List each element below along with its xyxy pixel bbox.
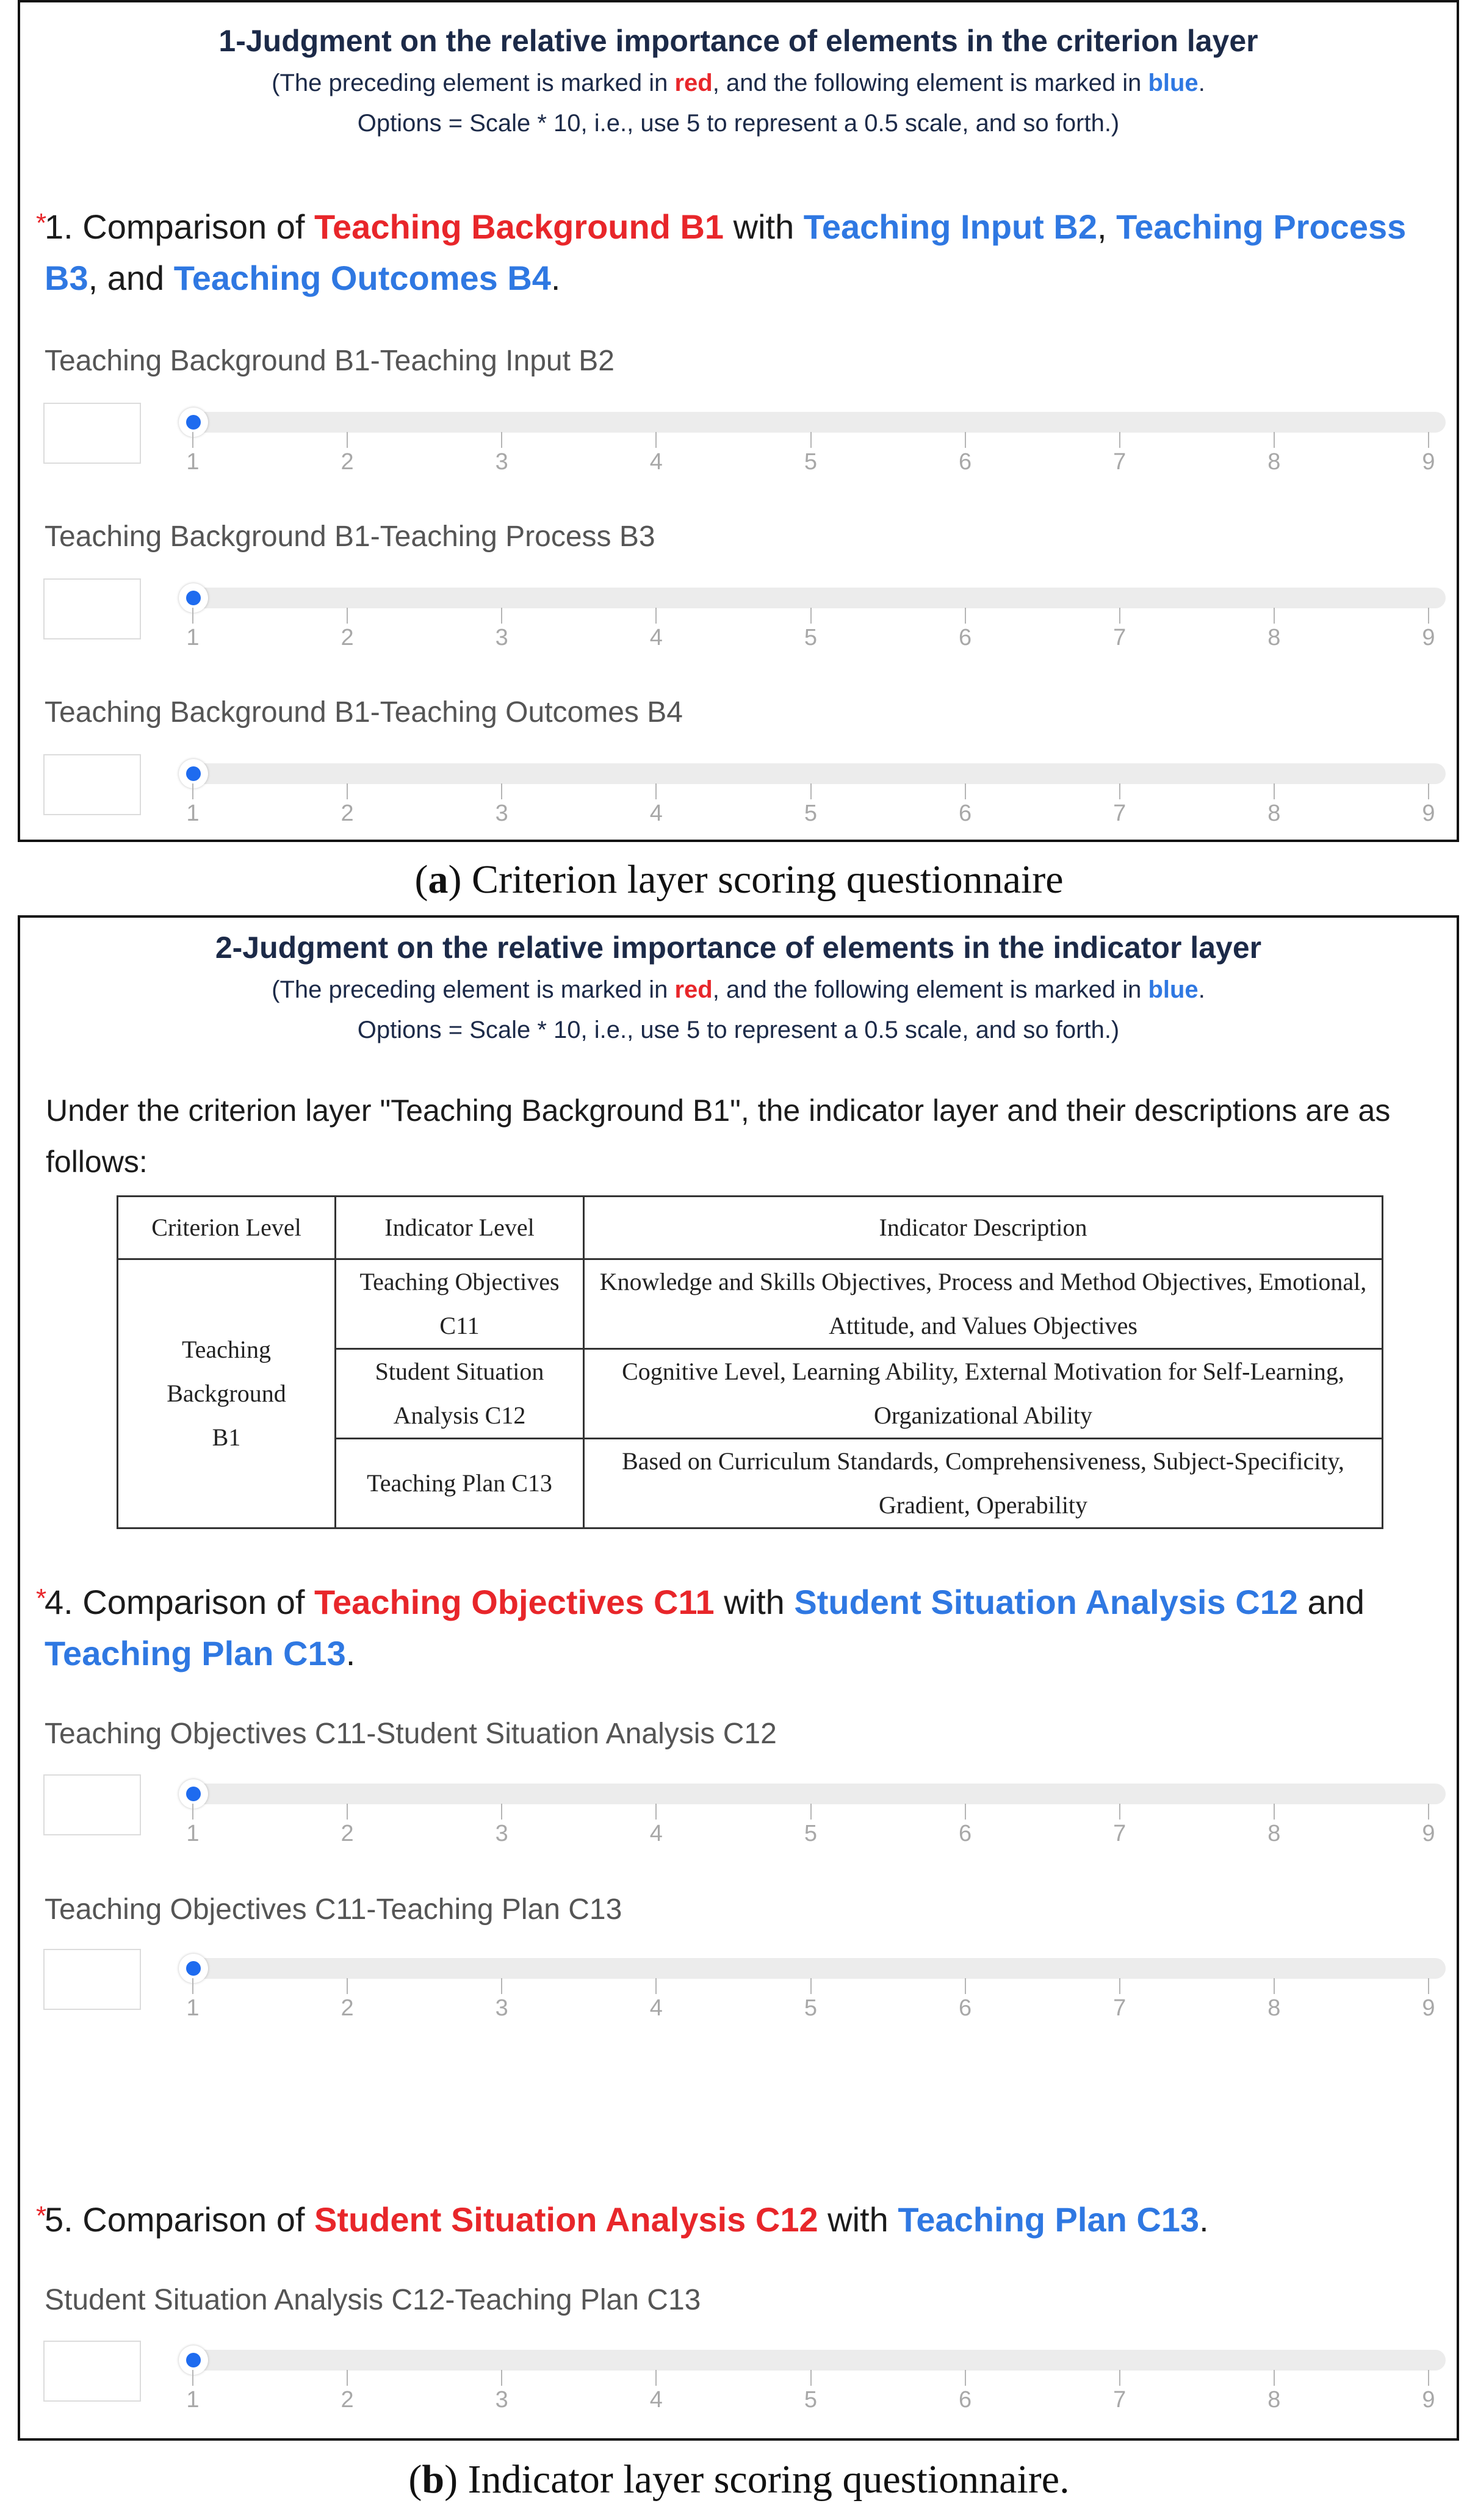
slider-tick: 9	[1410, 2370, 1447, 2413]
comparison-label: Student Situation Analysis C12-Teaching Plan C13	[45, 2284, 701, 2316]
slider-tick: 6	[947, 608, 984, 651]
slider-tick: 5	[793, 2370, 829, 2413]
section-note-line1: (The preceding element is marked in red, and the following element is marked in blue.	[272, 976, 1205, 1003]
slider-tick: 1	[175, 1978, 211, 2021]
slider-tick: 4	[638, 432, 674, 475]
indicator-layer-panel	[18, 915, 1459, 2441]
figure-caption-a: (a) Criterion layer scoring questionnaire	[414, 857, 1064, 902]
indicator-table	[117, 1195, 1383, 1529]
slider-tick: 8	[1256, 1978, 1292, 2021]
table-cell: Student Situation Analysis C12	[336, 1349, 584, 1439]
slider-tick: 7	[1101, 2370, 1138, 2413]
slider-tick: 1	[175, 432, 211, 475]
table-header: Indicator Level	[336, 1197, 584, 1259]
slider-tick: 7	[1101, 608, 1138, 651]
score-input[interactable]	[43, 2341, 141, 2402]
score-slider[interactable]	[179, 1958, 1446, 1979]
slider-scale	[186, 783, 1435, 832]
criterion-layer-panel	[18, 0, 1459, 842]
required-mark: *	[36, 2201, 47, 2231]
slider-tick: 3	[483, 783, 520, 827]
slider-tick: 3	[483, 1804, 520, 1847]
table-header: Indicator Description	[584, 1197, 1383, 1259]
comparison-label: Teaching Objectives C11-Teaching Plan C13	[45, 1893, 622, 1926]
slider-scale	[186, 432, 1435, 481]
table-cell: Based on Curriculum Standards, Comprehensiveness, Subject-Specificity, Gradient, Operability	[584, 1439, 1383, 1528]
figure-caption-b: (b) Indicator layer scoring questionnaire.	[408, 2457, 1070, 2502]
comparison-label: Teaching Objectives C11-Student Situation Analysis C12	[45, 1718, 777, 1750]
slider-tick: 2	[329, 783, 366, 827]
criterion-cell: Teaching Background B1	[118, 1259, 336, 1528]
slider-tick: 1	[175, 608, 211, 651]
slider-tick: 5	[793, 1978, 829, 2021]
score-input[interactable]	[43, 578, 141, 639]
table-cell: Knowledge and Skills Objectives, Process and Method Objectives, Emotional, Attitude, and Values Objectives	[584, 1259, 1383, 1349]
score-input[interactable]	[43, 1949, 141, 2010]
slider-tick: 7	[1101, 1804, 1138, 1847]
slider-tick: 2	[329, 432, 366, 475]
required-mark: *	[36, 1583, 47, 1613]
slider-tick: 8	[1256, 608, 1292, 651]
slider-tick: 3	[483, 1978, 520, 2021]
question-1: * 1. Comparison of Teaching Background B1 with Teaching Input B2, Teaching Process B3, and Teaching Outcomes B4.	[45, 201, 1442, 304]
slider-tick: 3	[483, 432, 520, 475]
slider-tick: 6	[947, 783, 984, 827]
table-cell: Cognitive Level, Learning Ability, External Motivation for Self-Learning, Organizational Ability	[584, 1349, 1383, 1439]
slider-tick: 9	[1410, 1978, 1447, 2021]
table-header: Criterion Level	[118, 1197, 336, 1259]
slider-tick: 3	[483, 2370, 520, 2413]
score-input[interactable]	[43, 1774, 141, 1835]
slider-tick: 1	[175, 2370, 211, 2413]
slider-tick: 7	[1101, 783, 1138, 827]
slider-scale	[186, 1978, 1435, 2027]
section-title: 1-Judgment on the relative importance of elements in the criterion layer	[218, 24, 1258, 58]
table-cell: Teaching Objectives C11	[336, 1259, 584, 1349]
slider-tick: 2	[329, 608, 366, 651]
slider-tick: 9	[1410, 608, 1447, 651]
section-note-line2: Options = Scale * 10, i.e., use 5 to represent a 0.5 scale, and so forth.)	[357, 110, 1120, 137]
slider-tick: 8	[1256, 2370, 1292, 2413]
slider-tick: 6	[947, 432, 984, 475]
score-slider[interactable]	[179, 412, 1446, 433]
slider-tick: 9	[1410, 1804, 1447, 1847]
slider-tick: 2	[329, 1804, 366, 1847]
question-5: * 5. Comparison of Student Situation Analysis C12 with Teaching Plan C13.	[45, 2194, 1442, 2245]
slider-tick: 8	[1256, 1804, 1292, 1847]
slider-tick: 2	[329, 2370, 366, 2413]
slider-scale	[186, 608, 1435, 657]
slider-tick: 7	[1101, 1978, 1138, 2021]
slider-tick: 7	[1101, 432, 1138, 475]
slider-tick: 5	[793, 783, 829, 827]
required-mark: *	[36, 208, 47, 238]
slider-scale	[186, 1804, 1435, 1852]
slider-tick: 6	[947, 1804, 984, 1847]
score-input[interactable]	[43, 403, 141, 464]
comparison-label: Teaching Background B1-Teaching Process B3	[45, 520, 655, 553]
comparison-label: Teaching Background B1-Teaching Input B2	[45, 345, 615, 377]
slider-tick: 8	[1256, 783, 1292, 827]
slider-tick: 2	[329, 1978, 366, 2021]
slider-tick: 3	[483, 608, 520, 651]
slider-tick: 5	[793, 432, 829, 475]
intro-text: Under the criterion layer "Teaching Background B1", the indicator layer and their descriptions are as follows:	[46, 1093, 1391, 1179]
table-cell: Teaching Plan C13	[336, 1439, 584, 1528]
comparison-label: Teaching Background B1-Teaching Outcomes B4	[45, 696, 683, 729]
slider-tick: 4	[638, 608, 674, 651]
score-slider[interactable]	[179, 763, 1446, 784]
slider-tick: 1	[175, 783, 211, 827]
slider-tick: 9	[1410, 432, 1447, 475]
slider-tick: 6	[947, 2370, 984, 2413]
score-input[interactable]	[43, 754, 141, 815]
slider-tick: 5	[793, 1804, 829, 1847]
slider-tick: 9	[1410, 783, 1447, 827]
score-slider[interactable]	[179, 2350, 1446, 2371]
score-slider[interactable]	[179, 588, 1446, 608]
section-note-line1: (The preceding element is marked in red, and the following element is marked in blue.	[272, 70, 1205, 96]
slider-tick: 4	[638, 1978, 674, 2021]
section-note-line2: Options = Scale * 10, i.e., use 5 to represent a 0.5 scale, and so forth.)	[357, 1017, 1120, 1043]
slider-tick: 5	[793, 608, 829, 651]
slider-tick: 6	[947, 1978, 984, 2021]
slider-tick: 4	[638, 2370, 674, 2413]
score-slider[interactable]	[179, 1784, 1446, 1804]
slider-tick: 8	[1256, 432, 1292, 475]
slider-scale	[186, 2370, 1435, 2419]
slider-tick: 1	[175, 1804, 211, 1847]
question-4: * 4. Comparison of Teaching Objectives C11 with Student Situation Analysis C12 and Teaching Plan C13.	[45, 1577, 1442, 1679]
slider-tick: 4	[638, 1804, 674, 1847]
slider-tick: 4	[638, 783, 674, 827]
section-title: 2-Judgment on the relative importance of elements in the indicator layer	[215, 931, 1262, 965]
